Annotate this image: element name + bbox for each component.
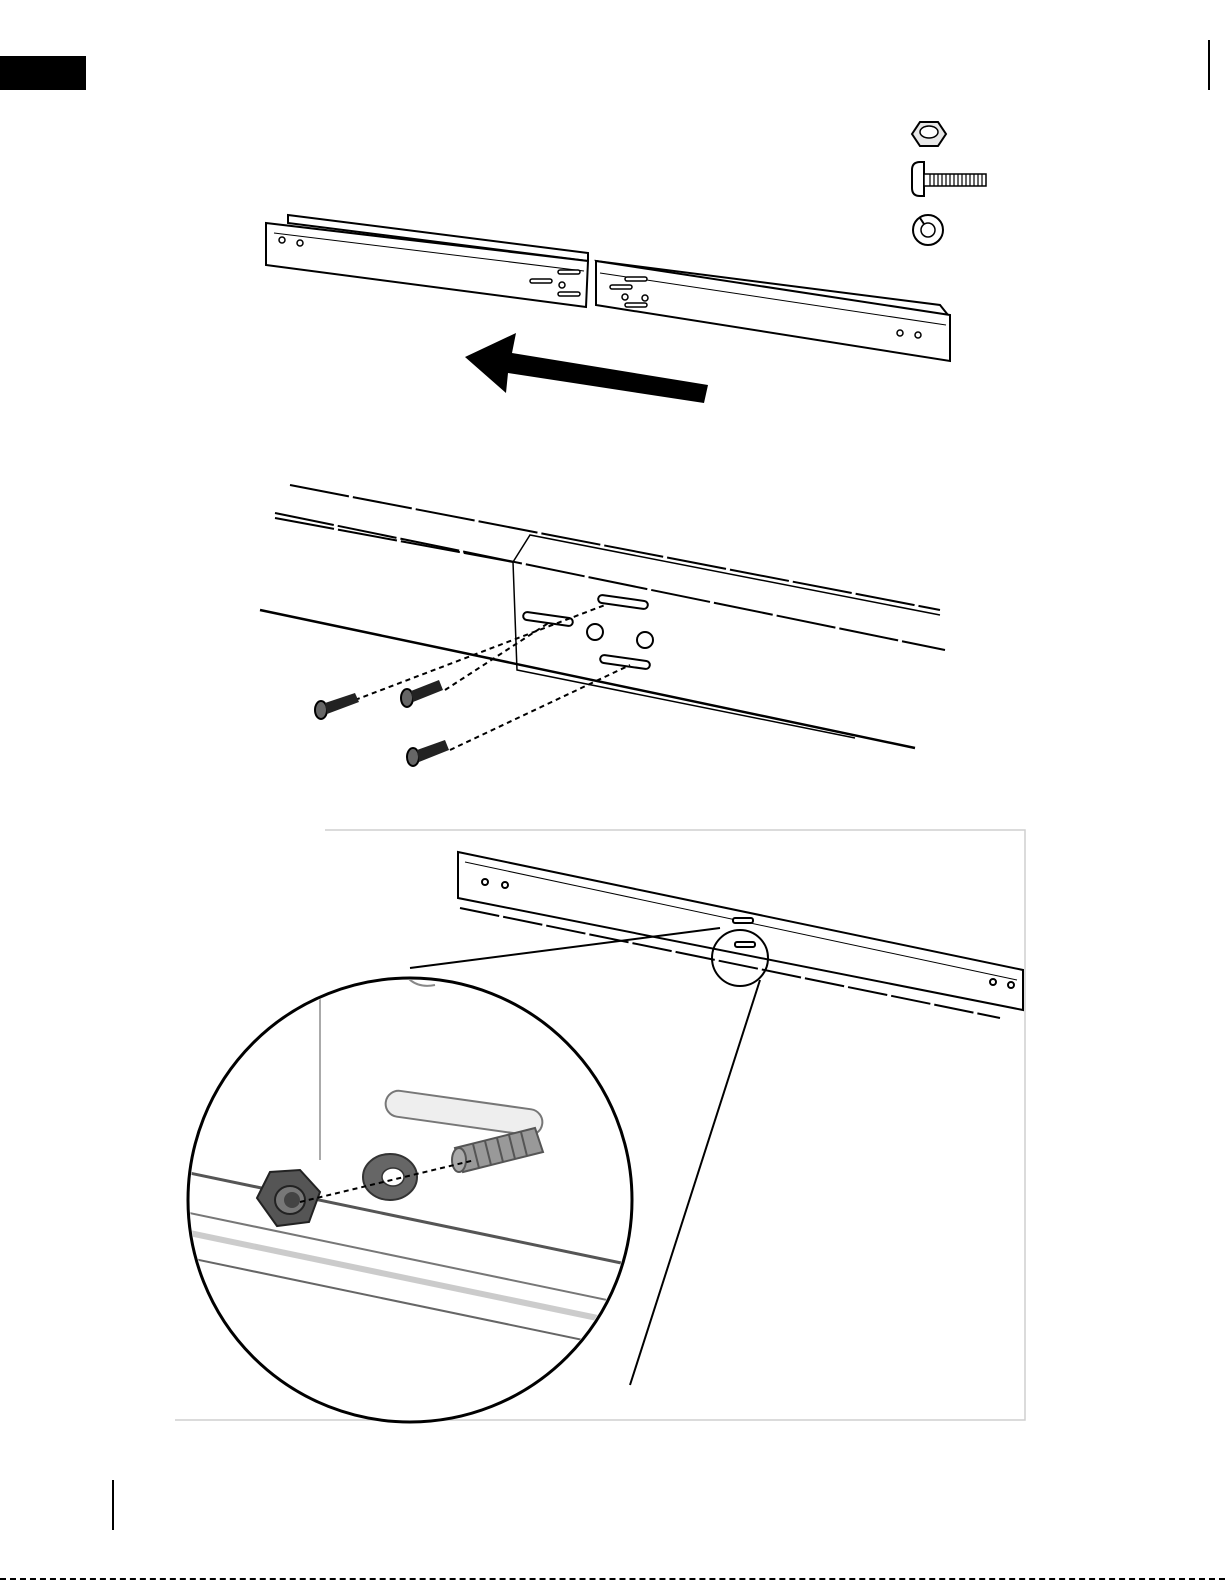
hex-nut-icon [912, 122, 946, 146]
magnified-detail [175, 965, 655, 1422]
bottom-dashed-edge [0, 1578, 1225, 1580]
left-rail-section [266, 215, 588, 307]
lock-washer-detail [363, 1154, 417, 1200]
carriage-bolt-icon [912, 162, 986, 196]
corner-tab [0, 56, 86, 90]
right-rail-section [596, 261, 950, 361]
bolt-insertion-figure [255, 480, 955, 780]
carriage-bolt-3 [407, 740, 449, 766]
footer-rule [112, 1480, 114, 1530]
assembled-rail [458, 852, 1023, 1018]
carriage-bolt-2 [401, 680, 443, 707]
top-right-rule [1208, 40, 1210, 90]
rail-slots [523, 595, 653, 670]
direction-arrow [465, 333, 708, 403]
carriage-bolt-1 [315, 693, 359, 719]
rail-outline [260, 485, 945, 748]
rails-slide-together-figure [260, 205, 960, 415]
nut-washer-detail-figure [175, 830, 1035, 1430]
